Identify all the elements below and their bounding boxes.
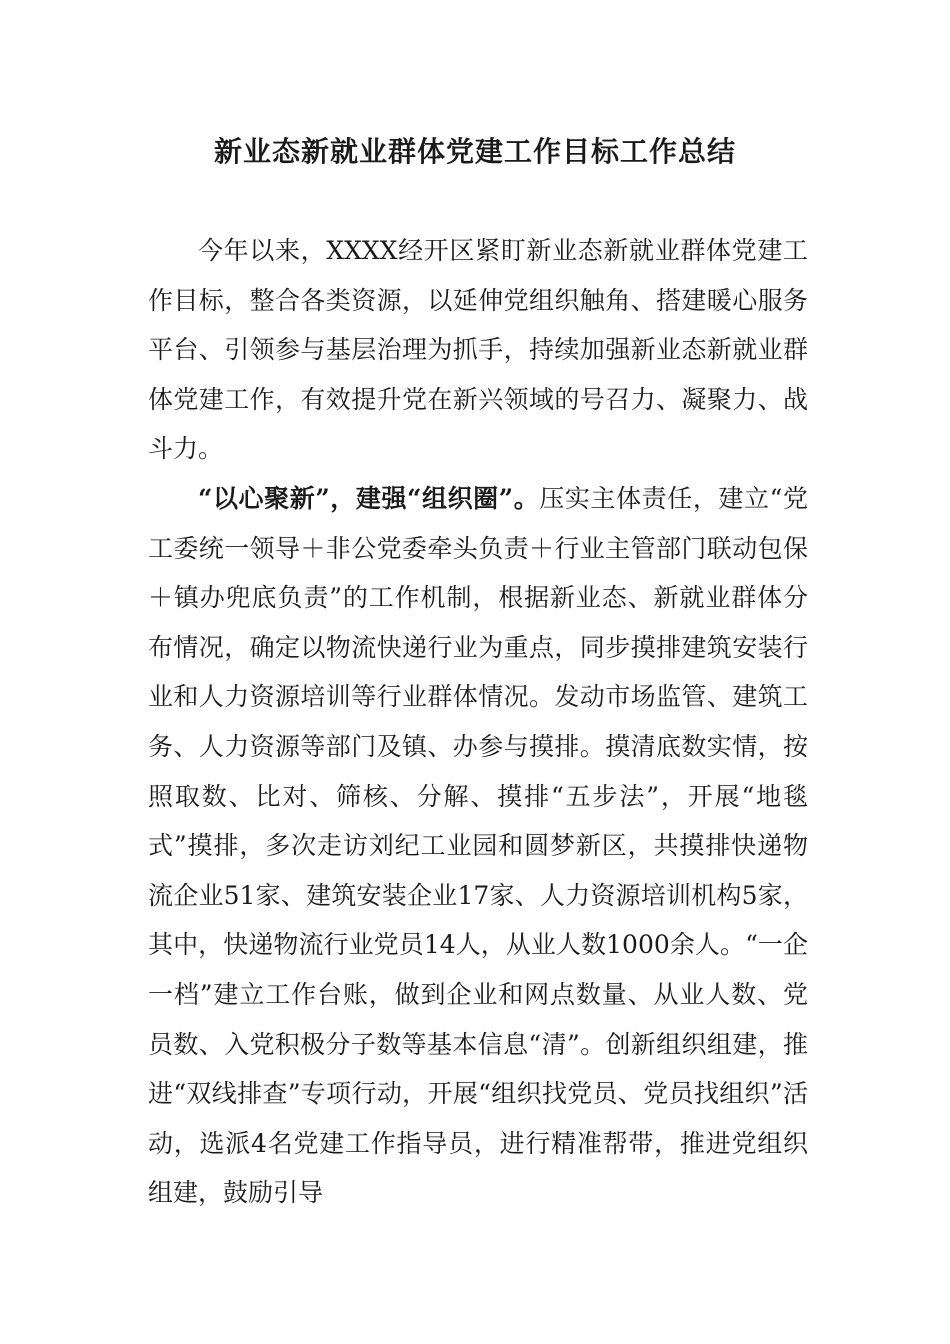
document-title: 新业态新就业群体党建工作目标工作总结 xyxy=(213,135,736,168)
document-body xyxy=(148,226,808,1218)
paragraph-organization xyxy=(148,474,808,1218)
paragraph-intro xyxy=(148,226,808,474)
paragraph-organization-text: 压实主体责任，建立“党工委统一领导＋非公党委牵头负责＋行业主管部门联动包保＋镇办兜底负责”的工作机制，根据新业态、新就业群体分布情况，确定以物流快递行业为重点，同步摸排建筑安装行业和人力资源培训等行业群体情况。发动市场监管、建筑工务、人力资源等部门及镇、办参与摸排。摸清底数实情，按照取数、比对、筛核、分解、摸排“五步法”，开展“地毯式”摸排，多次走访刘纪工业园和圆梦新区，共摸排快递物流企业51家、建筑安装企业17家、人力资源培训机构5家，其中，快递物流行业党员14人，从业人数1000余人。“一企一档”建立工作台账，做到企业和网点数量、从业人数、党员数、入党积极分子数等基本信息“清”。创新组织组建，推进“双线排查”专项行动，开展“组织找党员、党员找组织”活动，选派4名党建工作指导员，进行精准帮带，推进党组织组建，鼓励引导 xyxy=(148,483,808,1208)
paragraph-organization-heading: “以心聚新”，建强“组织圈”。 xyxy=(198,483,540,513)
paragraph-intro-text: 今年以来，XXXX经开区紧盯新业态新就业群体党建工作目标，整合各类资源，以延伸党组织触角、搭建暖心服务平台、引领参与基层治理为抓手，持续加强新业态新就业群体党建工作，有效提升党在新兴领域的号召力、凝聚力、战斗力。 xyxy=(148,236,808,464)
